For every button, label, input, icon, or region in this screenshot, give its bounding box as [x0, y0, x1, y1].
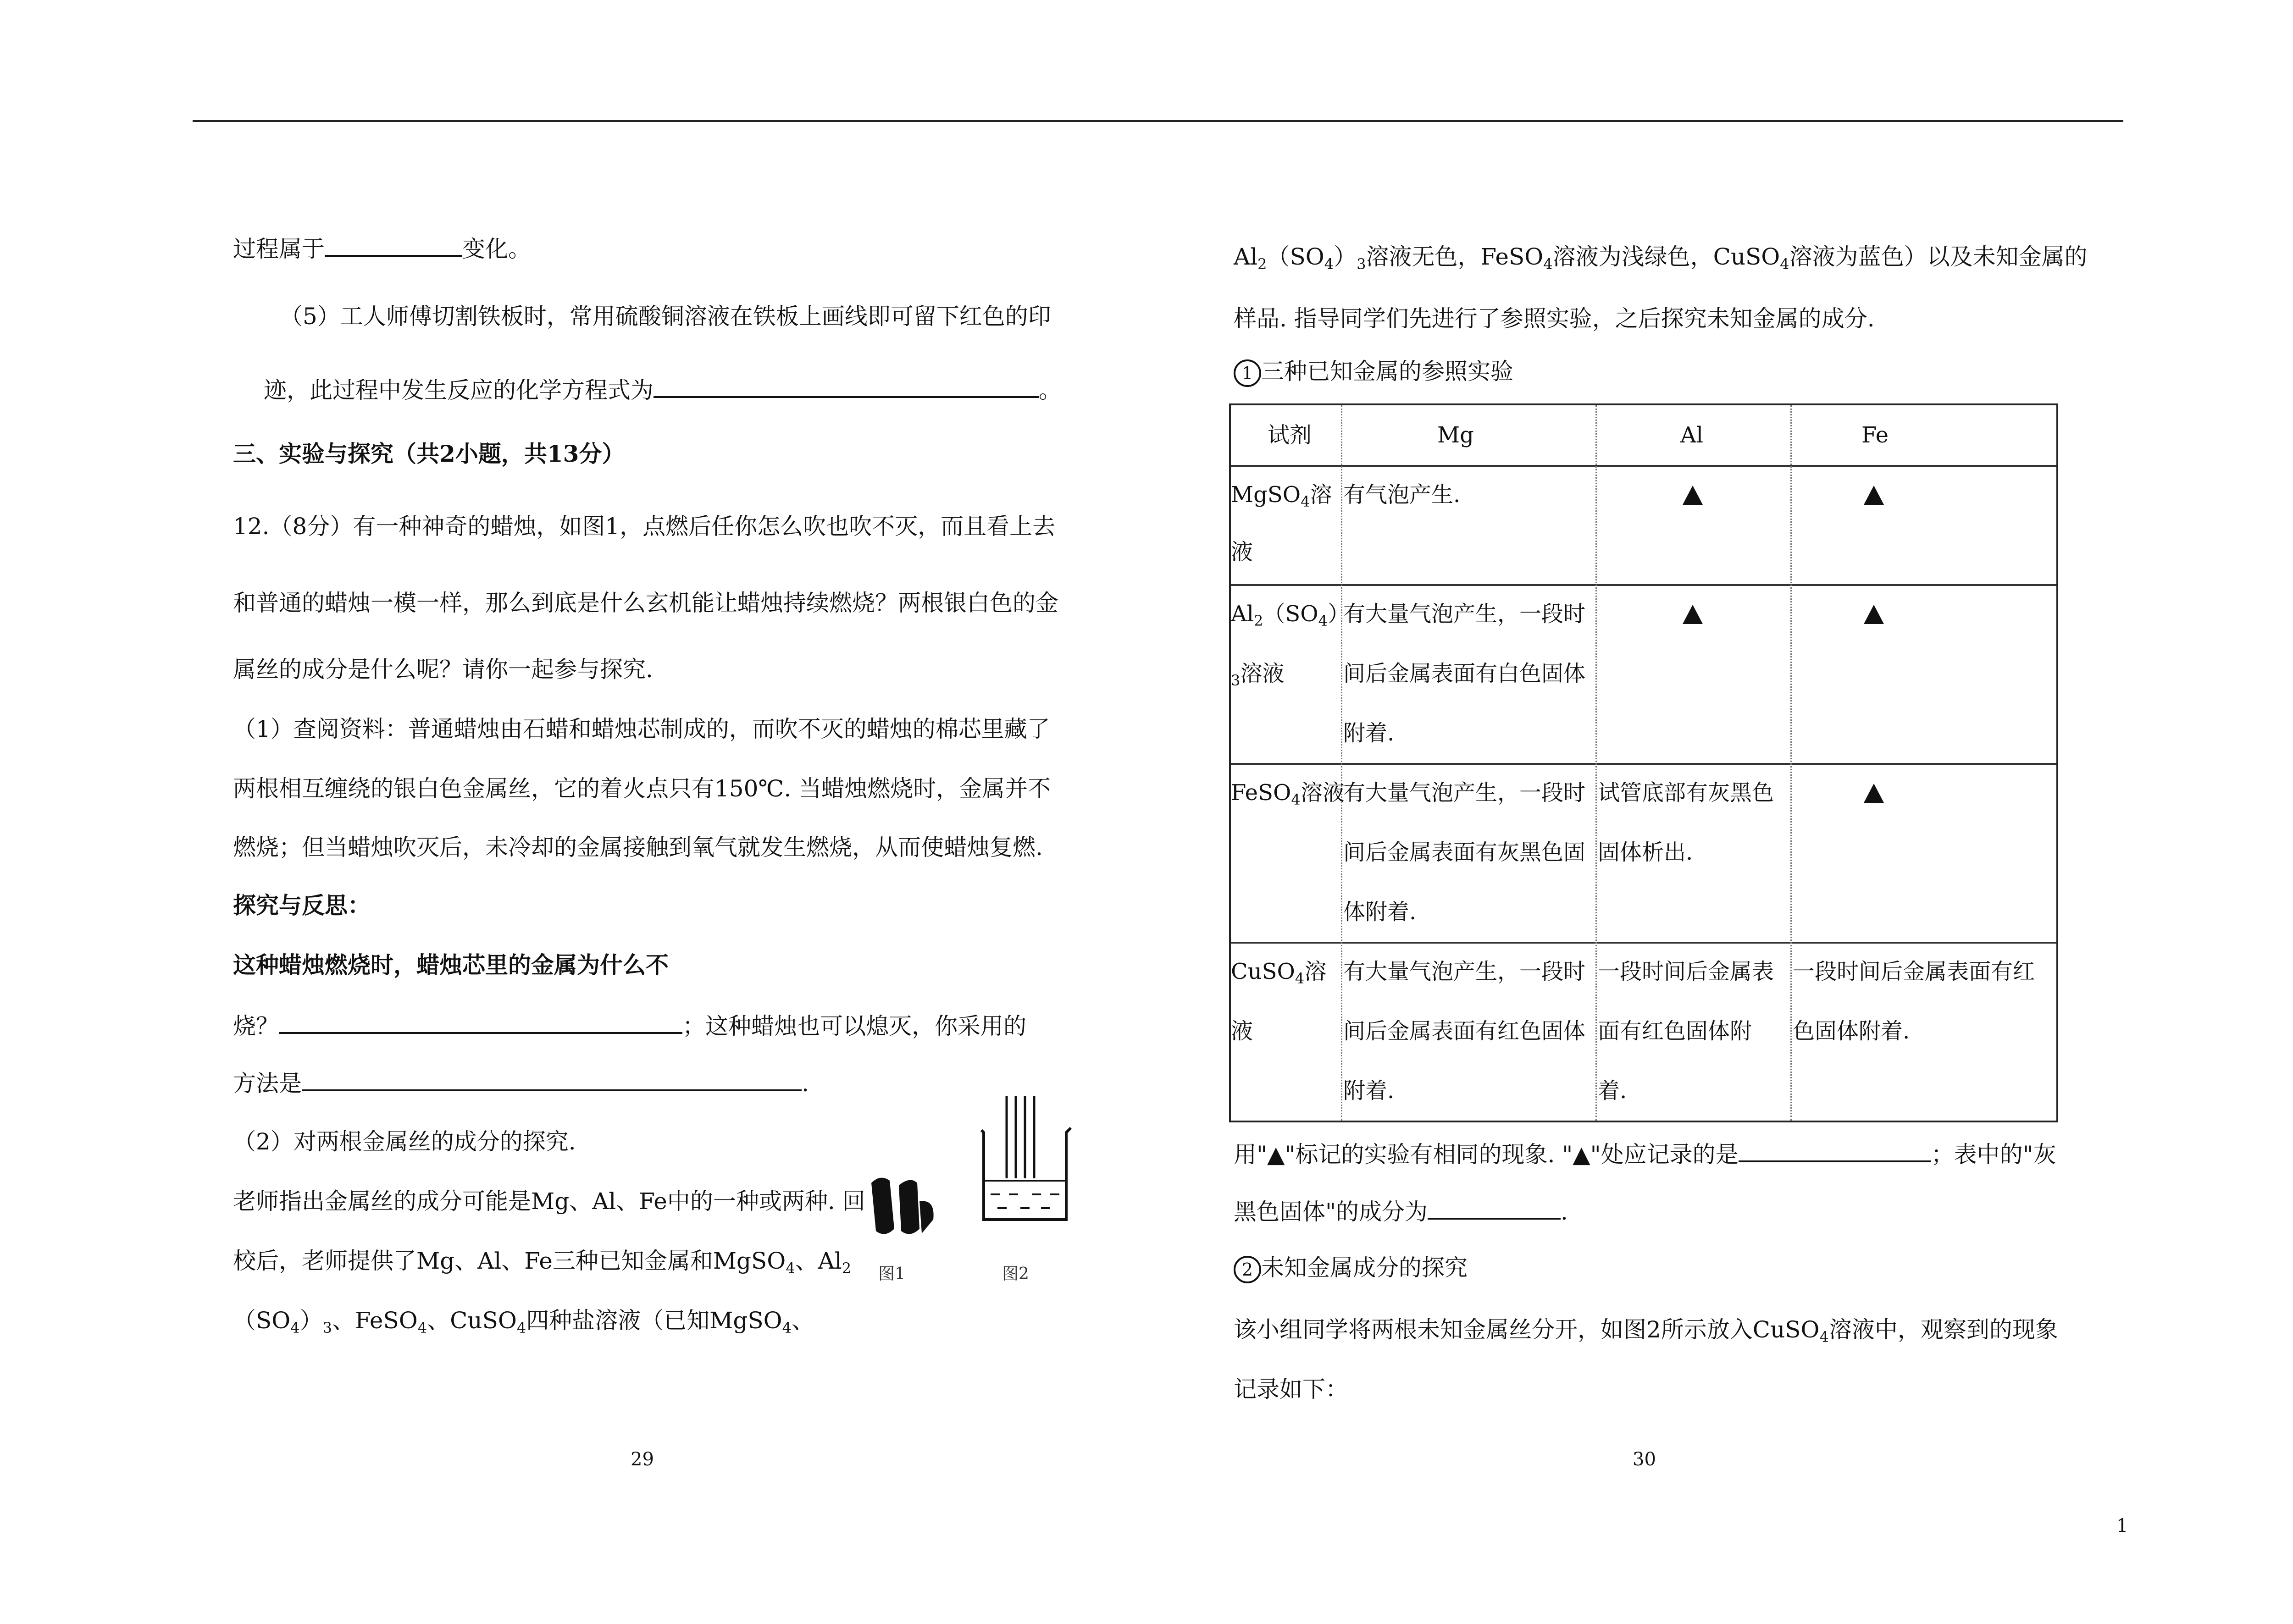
para-line-7: 方法是 . [233, 1068, 809, 1097]
answer-blank[interactable] [1739, 1139, 1931, 1162]
line-process: 过程属于 变化。 [233, 234, 531, 263]
row2-reagent: $Al_2(SO_4)$ [1231, 601, 1350, 630]
row2-mg-line3: 附着. [1343, 720, 1395, 746]
answer-blank[interactable] [1428, 1197, 1561, 1220]
row4-al-line3: 着. [1598, 1078, 1627, 1104]
figure-1-wires-image [867, 1174, 940, 1243]
row3-reagent: FeSO$_4$溶液 [1231, 780, 1345, 808]
right-line-1: $Al_2(SO_4)_3$溶液无色，FeSO$_4$溶液为浅绿色，CuSO$_4$溶液为蓝色）以及未知金属的 [1234, 243, 2088, 273]
circled-number: 1 [1234, 359, 1261, 387]
row3-mg-line1: 有大量气泡产生，一段时 [1343, 780, 1586, 806]
header-mg: Mg [1437, 422, 1474, 448]
answer-blank[interactable] [325, 234, 462, 257]
after-table-line-1: 用"▲"标记的实验有相同的现象. "▲"处应记录的是 ；表中的"灰 [1234, 1139, 2056, 1168]
answer-blank[interactable] [302, 1068, 802, 1091]
row4-mg-line1: 有大量气泡产生，一段时 [1343, 959, 1586, 984]
row3-mg-line3: 体附着. [1343, 899, 1417, 925]
right-line-2: 样品. 指导同学们先进行了参照实验，之后探究未知金属的成分. [1234, 305, 1875, 332]
header-al: Al [1680, 422, 1704, 448]
row4-fe-line1: 一段时间后金属表面有红 [1793, 959, 2035, 984]
section-heading: 三、实验与探究（共2小题，共13分） [233, 440, 625, 467]
circled-number: 2 [1234, 1256, 1261, 1283]
row2-mg-line2: 间后金属表面有白色固体 [1343, 661, 1586, 686]
para-line-8: （2）对两根金属丝的成分的探究. [233, 1128, 576, 1155]
header-fe: Fe [1861, 422, 1889, 448]
figure-2-beaker-image [972, 1091, 1078, 1229]
answer-blank[interactable] [654, 375, 1039, 398]
row4-reagent: CuSO$_4$溶 [1231, 959, 1327, 987]
figure-2-caption: 图2 [1002, 1265, 1029, 1283]
q12-line-3: 属丝的成分是什么呢？请你一起参与探究. [233, 656, 653, 683]
triangle-mark [1683, 486, 1703, 505]
row4-mg-line2: 间后金属表面有红色固体 [1343, 1018, 1586, 1044]
para-line-2: 两根相互缠绕的银白色金属丝，它的着火点只有150℃. 当蜡烛燃烧时，金属并不 [233, 775, 1051, 802]
para-line-10: 校后，老师提供了Mg、Al、Fe三种已知金属和MgSO$_4$、$Al_2$ [233, 1248, 852, 1277]
page-number-left: 29 [631, 1449, 654, 1470]
line-q5: （5）工人师傅切割铁板时，常用硫酸铜溶液在铁板上画线即可留下红色的印 [280, 303, 1051, 330]
row3-al-line1: 试管底部有灰黑色 [1598, 780, 1774, 806]
right-line-5: 该小组同学将两根未知金属丝分开，如图2所示放入CuSO$_4$溶液中，观察到的现象 [1234, 1316, 2058, 1346]
row4-al-line1: 一段时间后金属表 [1598, 959, 1774, 984]
row3-al-line2: 固体析出. [1598, 840, 1693, 865]
header-reagent: 试剂 [1268, 422, 1312, 448]
para-line-1: （1）查阅资料：普通蜡烛由石蜡和蜡烛芯制成的，而吹不灭的蜡烛的棉芯里藏了 [233, 716, 1050, 742]
row1-reagent: MgSO$_4$溶 [1231, 482, 1332, 510]
row3-mg-line2: 间后金属表面有灰黑色固 [1343, 840, 1586, 865]
right-line-6: 记录如下： [1234, 1376, 1348, 1403]
page-number-right: 30 [1633, 1449, 1656, 1470]
row4-reagent-cont: 液 [1231, 1018, 1253, 1044]
triangle-mark [1864, 486, 1884, 505]
table-heading: 1 三种已知金属的参照实验 [1234, 358, 1513, 387]
para-line-11: $(SO_4)_3$、FeSO$_4$、CuSO$_4$四种盐溶液（已知MgSO$_4$、 [233, 1307, 814, 1337]
para-line-4: 探究与反思： [233, 892, 371, 919]
row4-mg-line3: 附着. [1343, 1078, 1395, 1104]
q12-line-2: 和普通的蜡烛一模一样，那么到底是什么玄机能让蜡烛持续燃烧？两根银白色的金 [233, 590, 1058, 616]
row2-mg-line1: 有大量气泡产生，一段时 [1343, 601, 1586, 627]
row4-fe-line2: 色固体附着. [1793, 1018, 1910, 1044]
triangle-mark [1683, 605, 1703, 624]
para-line-9: 老师指出金属丝的成分可能是Mg、Al、Fe中的一种或两种. 回 [233, 1188, 865, 1215]
para-line-3: 燃烧；但当蜡烛吹灭后，未冷却的金属接触到氧气就发生燃烧，从而使蜡烛复燃. [233, 834, 1043, 861]
triangle-mark [1864, 784, 1884, 803]
figure-1-caption: 图1 [878, 1265, 905, 1283]
triangle-mark [1864, 605, 1884, 624]
header-rule [193, 120, 2123, 122]
row2-reagent-cont: $_3$溶液 [1231, 661, 1285, 689]
row1-reagent-cont: 液 [1231, 539, 1253, 565]
line-equation: 迹，此过程中发生反应的化学方程式为 。 [264, 375, 1062, 404]
row4-al-line2: 面有红色固体附 [1598, 1018, 1752, 1044]
after-table-line-2: 黑色固体"的成分为 . [1234, 1197, 1568, 1226]
row1-mg: 有气泡产生. [1343, 482, 1461, 508]
sheet-number: 1 [2116, 1515, 2128, 1536]
reference-experiment-table [1229, 403, 2058, 1122]
q12-line-1: 12.（8分）有一种神奇的蜡烛，如图1，点燃后任你怎么吹也吹不灭，而且看上去 [233, 513, 1056, 540]
unknown-metal-heading: 2 未知金属成分的探究 [1234, 1254, 1468, 1283]
answer-blank[interactable] [279, 1011, 682, 1034]
para-line-6: 烧？ ；这种蜡烛也可以熄灭，你采用的 [233, 1011, 1026, 1040]
para-line-5: 这种蜡烛燃烧时，蜡烛芯里的金属为什么不 [233, 951, 669, 978]
